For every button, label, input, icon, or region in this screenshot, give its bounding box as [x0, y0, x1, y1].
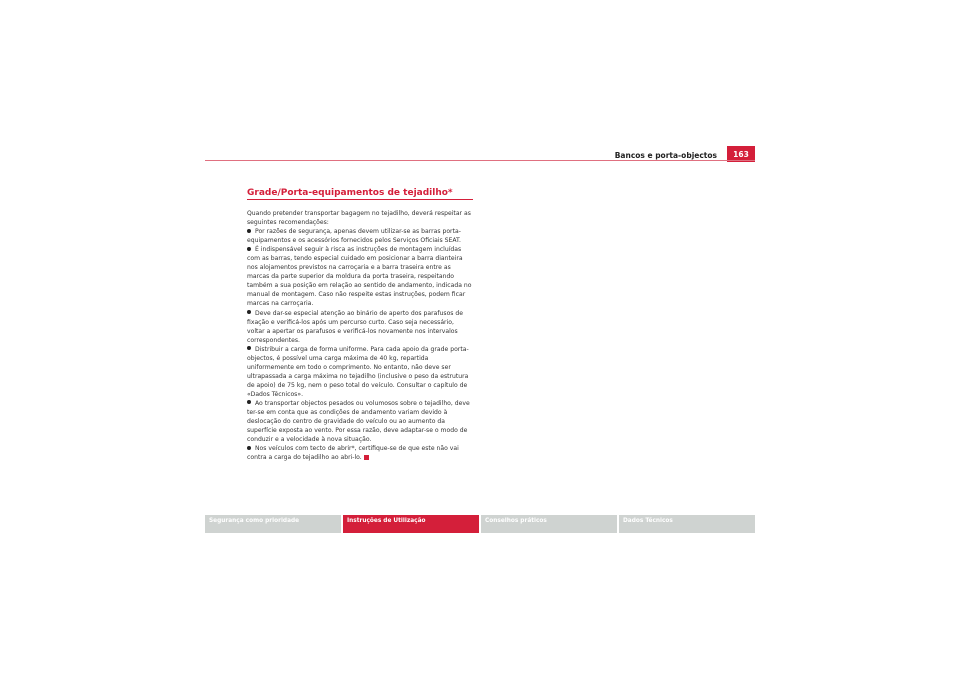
bullet-text: Deve dar-se especial atenção ao binário de aperto dos parafusos de fixação e verificá-los após um percurso curto. Caso seja necessário, voltar a apertar os parafusos e verificá-los novamente nos intervalos correspondentes.: [247, 309, 464, 344]
bullet-text: Ao transportar objectos pesados ou volumosos sobre o tejadilho, deve ter-se em conta que as condições de andamento variam devido à deslocação do centro de gravidade do veículo ou ao aumento da superfície exposta ao vento. Por essa razão, deve adaptar-se o modo de conduzir e a velocidade à nova situação.: [247, 399, 470, 444]
section-title: Grade/Porta-equipamentos de tejadilho*: [247, 188, 473, 200]
bullet-item: [247, 309, 473, 345]
bullet-item: [247, 245, 473, 308]
header-divider: [205, 160, 755, 161]
bullet-icon: [247, 446, 251, 450]
bullet-icon: [247, 400, 251, 404]
bullet-item: [247, 345, 473, 399]
bullet-icon: [247, 310, 251, 314]
bullet-item: [247, 444, 473, 462]
page-header-title: Bancos e porta-objectos: [614, 151, 717, 160]
bullet-text: É indispensável seguir à risca as instruções de montagem incluídas com as barras, tendo especial cuidado em posicionar a barra dianteira nos alojamentos previstos na carroçaria e a barra traseira entre as marcas da parte superior da moldura da porta traseira, respeitando também a sua posição em relação ao sentido de andamento, indicada no manual de montagem. Caso não respeite estas instruções, podem ficar marcas na carroçaria.: [247, 246, 472, 308]
bullet-icon: [247, 346, 251, 350]
intro-paragraph: Quando pretender transportar bagagem no tejadilho, deverá respeitar as seguintes recomendações:: [247, 210, 471, 227]
bullet-text: Distribuir a carga de forma uniforme. Para cada apoio da grade porta-objectos, é possível uma carga máxima de 40 kg, repartida uniformemente em todo o comprimento. No entanto, não deve ser ultrapassada a carga máxima no tejadilho (inclusive o peso da estrutura de apoio) de 75 kg, nem o peso total do veículo. Consultar o capítulo de «Dados Técnicos».: [247, 345, 469, 398]
bullet-text: Por razões de segurança, apenas devem utilizar-se as barras porta-equipamentos e os acessórios fornecidos pelos Serviços Oficiais SEAT.: [247, 228, 461, 245]
bullet-item: [247, 227, 473, 245]
footer-tab-seguranca[interactable]: Segurança como prioridade: [205, 515, 341, 533]
footer-tab-conselhos[interactable]: Conselhos práticos: [481, 515, 617, 533]
footer-nav: [205, 515, 755, 533]
footer-tab-instrucoes[interactable]: Instruções de Utilização: [343, 515, 479, 533]
section-end-icon: [364, 455, 369, 460]
bullet-icon: [247, 229, 251, 233]
bullet-text: Nos veículos com tecto de abrir*, certifique-se de que este não vai contra a carga do tejadilho ao abri-lo.: [247, 445, 459, 462]
page-number-badge: 163: [727, 146, 755, 162]
footer-tab-dados[interactable]: Dados Técnicos: [619, 515, 755, 533]
section-body: [247, 209, 473, 462]
bullet-icon: [247, 247, 251, 251]
bullet-item: [247, 399, 473, 444]
